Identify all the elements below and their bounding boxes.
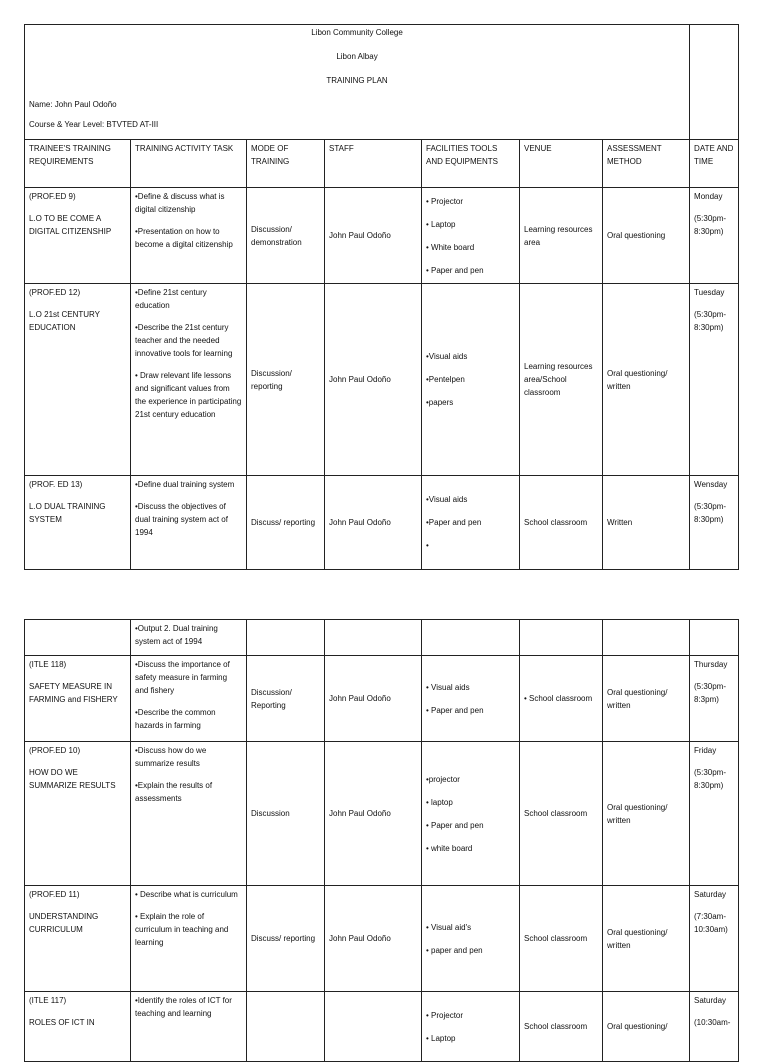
staff-text: John Paul Odoño — [329, 375, 391, 384]
facility-item: • Laptop — [426, 1033, 456, 1043]
requirement-text: L.O TO BE COME A DIGITAL CITIZENSHIP — [29, 214, 112, 236]
assessment-cell — [603, 742, 690, 886]
staff-cell — [325, 656, 422, 742]
assessment-text: Oral questioning/ — [607, 1022, 668, 1031]
staff-cell — [325, 620, 422, 656]
col-header: TRAINEE'S TRAINING REQUIREMENTS — [25, 140, 131, 188]
venue-text: Learning resources area/School classroom — [524, 362, 593, 397]
table-row — [25, 620, 739, 656]
task-text: •Identify the roles of ICT for teaching and learning — [135, 996, 232, 1018]
assessment-cell — [603, 284, 690, 476]
col-header: FACILITIES TOOLS AND EQUIPMENTS — [422, 140, 520, 188]
table-body-2 — [25, 620, 739, 1062]
requirement-text: L.O 21st CENTURY EDUCATION — [29, 310, 100, 332]
facility-item: • Projector — [426, 196, 464, 206]
staff-cell — [325, 284, 422, 476]
venue-cell — [520, 620, 603, 656]
training-requirement-cell — [25, 188, 131, 284]
venue-cell — [520, 656, 603, 742]
facilities-cell — [422, 656, 520, 742]
facilities-cell — [422, 284, 520, 476]
date-text: Thursday — [694, 660, 728, 669]
task-text: • Draw relevant life lessons and significant values from the experience in participating 21st century education — [135, 371, 242, 419]
assessment-text: Oral questioning/ written — [607, 368, 668, 391]
facilities-list — [426, 921, 515, 957]
facilities-cell — [422, 620, 520, 656]
mode-text: Discussion/ demonstration — [251, 224, 302, 247]
venue-text: School classroom — [524, 809, 588, 818]
mode-cell — [247, 620, 325, 656]
assessment-text: Oral questioning/ written — [607, 927, 668, 950]
mode-text: Discussion/ Reporting — [251, 687, 292, 710]
date-text: Friday — [694, 746, 717, 755]
training-requirement-cell — [25, 742, 131, 886]
facility-item: • paper and pen — [426, 945, 483, 955]
requirement-text: UNDERSTANDING CURRICULUM — [29, 912, 99, 934]
assessment-cell — [603, 476, 690, 570]
date-text: Wensday — [694, 480, 728, 489]
table-row — [25, 992, 739, 1062]
task-text: •Output 2. Dual training system act of 1994 — [135, 624, 218, 646]
facilities-list — [426, 773, 515, 855]
training-requirement-cell — [25, 620, 131, 656]
requirement-text: (PROF. ED 13) — [29, 480, 83, 489]
task-text: •Discuss how do we summarize results — [135, 746, 207, 768]
date-time-cell — [690, 188, 739, 284]
date-text: Monday — [694, 192, 723, 201]
mode-cell — [247, 886, 325, 992]
requirement-text: (ITLE 117) — [29, 996, 67, 1005]
venue-cell — [520, 284, 603, 476]
date-time-cell — [690, 992, 739, 1062]
table-row — [25, 742, 739, 886]
activity-task-cell — [131, 476, 247, 570]
staff-text: John Paul Odoño — [329, 231, 391, 240]
activity-task-cell — [131, 188, 247, 284]
table-row — [25, 188, 739, 284]
activity-task-cell — [131, 284, 247, 476]
task-text: •Define dual training system — [135, 480, 235, 489]
task-text: •Define & discuss what is digital citizenship — [135, 192, 225, 214]
facility-item: • white board — [426, 843, 473, 853]
facility-item: •Visual aids — [426, 352, 468, 361]
venue-text: School classroom — [524, 1022, 588, 1031]
col-header: TRAINING ACTIVITY TASK — [131, 140, 247, 188]
staff-cell — [325, 742, 422, 886]
table-row — [25, 886, 739, 992]
date-time-cell — [690, 656, 739, 742]
venue-text: School classroom — [524, 934, 588, 943]
task-text: •Discuss the objectives of dual training system act of 1994 — [135, 502, 228, 537]
date-time-cell — [690, 886, 739, 992]
facilities-cell — [422, 886, 520, 992]
venue-cell — [520, 886, 603, 992]
facility-item: • Paper and pen — [426, 265, 484, 275]
training-requirement-cell — [25, 284, 131, 476]
task-text: •Define 21st century education — [135, 288, 207, 310]
table-body-1 — [25, 188, 739, 570]
staff-text: John Paul Odoño — [329, 694, 391, 703]
col-header: MODE OF TRAINING — [247, 140, 325, 188]
task-text: •Discuss the importance of safety measure in farming and fishery — [135, 660, 230, 695]
assessment-cell — [603, 620, 690, 656]
table-row — [25, 656, 739, 742]
mode-text: Discussion — [251, 809, 290, 818]
requirement-text: (ITLE 118) — [29, 660, 67, 669]
venue-text: Learning resources area — [524, 224, 593, 247]
training-plan-table-1 — [24, 24, 739, 570]
col-header: VENUE — [520, 140, 603, 188]
facility-item: • Paper and pen — [426, 820, 484, 830]
facility-item: •Visual aids — [426, 495, 468, 504]
venue-cell — [520, 742, 603, 886]
facilities-cell — [422, 742, 520, 886]
date-text: (7:30am-10:30am) — [694, 912, 728, 934]
task-text: •Presentation on how to become a digital citizenship — [135, 227, 233, 249]
facilities-list — [426, 350, 515, 409]
facilities-list — [426, 1009, 515, 1045]
activity-task-cell — [131, 656, 247, 742]
staff-cell — [325, 476, 422, 570]
mode-cell — [247, 476, 325, 570]
col-header: ASSESSMENT METHOD — [603, 140, 690, 188]
task-text: • Explain the role of curriculum in teaching and learning — [135, 912, 229, 947]
facility-item: •Paper and pen — [426, 518, 482, 527]
date-text: Saturday — [694, 996, 727, 1005]
mode-cell — [247, 656, 325, 742]
assessment-cell — [603, 656, 690, 742]
mode-text: Discuss/ reporting — [251, 518, 316, 527]
facilities-list — [426, 493, 515, 552]
column-header-row — [25, 140, 739, 188]
date-text: (10:30am- — [694, 1018, 731, 1027]
facility-item: • Paper and pen — [426, 705, 484, 715]
facility-item: • Projector — [426, 1010, 464, 1020]
date-time-cell — [690, 476, 739, 570]
facility-item: • Visual aid's — [426, 922, 472, 932]
requirement-text: (PROF.ED 10) — [29, 746, 81, 755]
training-requirement-cell — [25, 656, 131, 742]
facilities-cell — [422, 992, 520, 1062]
staff-text: John Paul Odoño — [329, 809, 391, 818]
mode-cell — [247, 188, 325, 284]
assessment-cell — [603, 886, 690, 992]
date-text: (5:30pm-8:30pm) — [694, 768, 727, 790]
venue-cell — [520, 992, 603, 1062]
facility-item: •papers — [426, 398, 454, 407]
school-name: Libon Community College — [311, 28, 403, 37]
staff-text: John Paul Odoño — [329, 518, 391, 527]
facility-item: • — [426, 541, 429, 550]
facilities-cell — [422, 188, 520, 284]
venue-cell — [520, 188, 603, 284]
requirement-text: L.O DUAL TRAINING SYSTEM — [29, 502, 106, 524]
facility-item: • White board — [426, 242, 475, 252]
facilities-cell — [422, 476, 520, 570]
assessment-text: Written — [607, 518, 633, 527]
date-text: Tuesday — [694, 288, 725, 297]
venue-text: School classroom — [524, 518, 588, 527]
date-text: (5:30pm-8:30pm) — [694, 502, 727, 524]
assessment-cell — [603, 992, 690, 1062]
venue-text: • School classroom — [524, 694, 593, 703]
facility-item: • Visual aids — [426, 682, 470, 692]
assessment-cell — [603, 188, 690, 284]
assessment-text: Oral questioning/ written — [607, 802, 668, 825]
school-location: Libon Albay — [336, 52, 378, 61]
mode-text: Discussion/ reporting — [251, 368, 292, 391]
facility-item: • laptop — [426, 797, 453, 807]
col-header: DATE AND TIME — [690, 140, 739, 188]
activity-task-cell — [131, 992, 247, 1062]
activity-task-cell — [131, 620, 247, 656]
col-header: STAFF — [325, 140, 422, 188]
requirement-text: ROLES OF ICT IN — [29, 1018, 95, 1027]
requirement-text: (PROF.ED 11) — [29, 890, 80, 899]
facilities-list — [426, 195, 515, 277]
staff-cell — [325, 188, 422, 284]
staff-cell — [325, 886, 422, 992]
table-row — [25, 476, 739, 570]
date-text: (5:30pm-8:3pm) — [694, 682, 727, 704]
requirement-text: (PROF.ED 9) — [29, 192, 76, 201]
staff-text: John Paul Odoño — [329, 934, 391, 943]
mode-text: Discuss/ reporting — [251, 934, 316, 943]
activity-task-cell — [131, 742, 247, 886]
training-requirement-cell — [25, 476, 131, 570]
mode-cell — [247, 992, 325, 1062]
staff-cell — [325, 992, 422, 1062]
venue-cell — [520, 476, 603, 570]
requirement-text: HOW DO WE SUMMARIZE RESULTS — [29, 768, 116, 790]
task-text: • Describe what is curriculum — [135, 890, 238, 899]
date-time-cell — [690, 620, 739, 656]
training-plan-table-2 — [24, 619, 739, 1062]
assessment-text: Oral questioning/ written — [607, 687, 668, 710]
assessment-text: Oral questioning — [607, 231, 666, 240]
requirement-text: (PROF.ED 12) — [29, 288, 81, 297]
plan-title: TRAINING PLAN — [326, 76, 388, 85]
mode-cell — [247, 284, 325, 476]
mode-cell — [247, 742, 325, 886]
activity-task-cell — [131, 886, 247, 992]
facilities-list — [426, 681, 515, 717]
task-text: •Explain the results of assessments — [135, 781, 213, 803]
training-requirement-cell — [25, 886, 131, 992]
requirement-text: SAFETY MEASURE IN FARMING and FISHERY — [29, 682, 118, 704]
facility-item: • Laptop — [426, 219, 456, 229]
training-requirement-cell — [25, 992, 131, 1062]
task-text: •Describe the 21st century teacher and the needed innovative tools for learning — [135, 323, 233, 358]
table-row — [25, 284, 739, 476]
date-time-cell — [690, 742, 739, 886]
date-time-cell — [690, 284, 739, 476]
trainee-name: Name: John Paul Odoño — [29, 100, 117, 109]
facility-item: •Pentelpen — [426, 375, 465, 384]
facility-item: •projector — [426, 774, 460, 784]
date-text: (5:30pm-8:30pm) — [694, 310, 727, 332]
course-year: Course & Year Level: BTVTED AT-III — [29, 120, 159, 129]
date-text: Saturday — [694, 890, 727, 899]
task-text: •Describe the common hazards in farming — [135, 708, 216, 730]
date-text: (5:30pm-8:30pm) — [694, 214, 727, 236]
title-row — [25, 25, 739, 140]
